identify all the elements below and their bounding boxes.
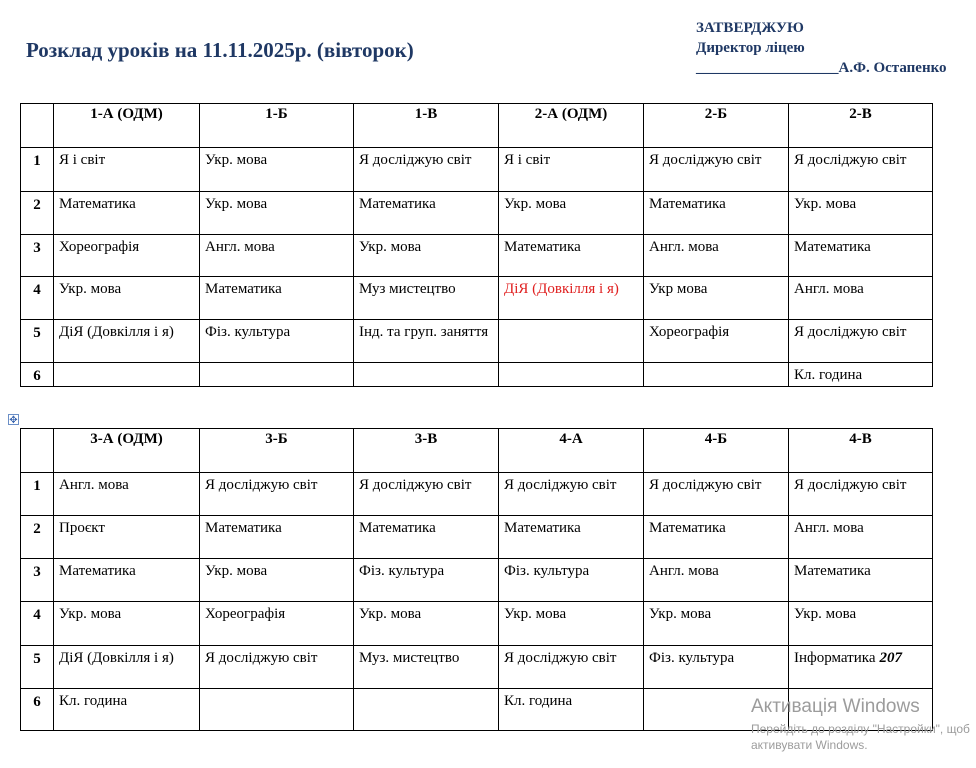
lesson-cell[interactable]: [54, 559, 200, 602]
lesson-subject: Я і світ: [504, 152, 551, 168]
lesson-number: 2: [21, 516, 54, 559]
lesson-cell[interactable]: [54, 148, 200, 192]
lesson-number: 3: [21, 559, 54, 602]
lesson-cell[interactable]: [54, 235, 200, 277]
lesson-subject: Математика: [205, 520, 282, 536]
lesson-cell[interactable]: [354, 235, 499, 277]
header-class: 2-А (ОДМ): [499, 104, 644, 148]
header-class: 1-Б: [200, 104, 354, 148]
lesson-cell[interactable]: [200, 320, 354, 363]
lesson-subject: Англ. мова: [205, 239, 275, 255]
lesson-subject: Математика: [649, 520, 726, 536]
lesson-subject: Я досліджую світ: [504, 477, 617, 493]
lesson-cell[interactable]: [789, 363, 933, 387]
lesson-subject: Хореографія: [59, 239, 140, 255]
watermark-text: активувати Windows.: [751, 738, 868, 752]
lesson-subject: Укр. мова: [359, 606, 422, 622]
lesson-cell[interactable]: [499, 320, 644, 363]
lesson-cell[interactable]: [644, 277, 789, 320]
lesson-subject: Укр. мова: [649, 606, 712, 622]
lesson-subject: Я досліджую світ: [794, 152, 907, 168]
lesson-cell[interactable]: [644, 559, 789, 602]
lesson-cell[interactable]: [354, 516, 499, 559]
header-class: 4-В: [789, 429, 933, 473]
lesson-cell[interactable]: [644, 363, 789, 387]
table-row: [21, 646, 933, 689]
approval-heading: ЗАТВЕРДЖУЮ: [696, 20, 804, 36]
lesson-subject: Я досліджую світ: [794, 324, 907, 340]
lesson-subject: Математика: [359, 196, 436, 212]
lesson-cell[interactable]: [54, 473, 200, 516]
lesson-cell[interactable]: [354, 320, 499, 363]
lesson-cell[interactable]: [499, 516, 644, 559]
lesson-subject: Укр. мова: [59, 281, 122, 297]
lesson-cell[interactable]: [499, 473, 644, 516]
room-number: 207: [879, 650, 902, 666]
lesson-cell[interactable]: [354, 473, 499, 516]
lesson-cell[interactable]: [200, 192, 354, 235]
table-row: [21, 277, 933, 320]
table-row: [21, 602, 933, 646]
lesson-cell[interactable]: [499, 235, 644, 277]
header-class: 3-В: [354, 429, 499, 473]
lesson-subject: ДіЯ (Довкілля і я): [59, 324, 174, 340]
lesson-subject: Укр. мова: [205, 563, 268, 579]
lesson-subject: Англ. мова: [59, 477, 129, 493]
schedule-table-grades-3-4: [20, 428, 933, 731]
lesson-number: 2: [21, 192, 54, 235]
table-row: [21, 320, 933, 363]
table-row: [21, 473, 933, 516]
table-header-row: [21, 104, 933, 148]
lesson-cell[interactable]: [644, 320, 789, 363]
lesson-number: 6: [21, 689, 54, 731]
lesson-subject: ДіЯ (Довкілля і я): [59, 650, 174, 666]
lesson-subject: Фіз. культура: [205, 324, 291, 340]
lesson-cell[interactable]: [54, 320, 200, 363]
lesson-subject: Я досліджую світ: [504, 650, 617, 666]
lesson-subject: Фіз. культура: [359, 563, 445, 579]
lesson-subject: Укр. мова: [794, 606, 857, 622]
lesson-cell[interactable]: [54, 689, 200, 731]
table-row: [21, 192, 933, 235]
lesson-cell[interactable]: [644, 235, 789, 277]
lesson-subject: Математика: [59, 196, 136, 212]
lesson-subject: Укр. мова: [504, 196, 567, 212]
lesson-subject: Я і світ: [59, 152, 106, 168]
lesson-subject: ДіЯ (Довкілля і я): [504, 281, 619, 297]
lesson-cell[interactable]: [499, 148, 644, 192]
approval-block: [696, 18, 947, 78]
lesson-cell[interactable]: [789, 646, 933, 689]
lesson-subject: Англ. мова: [649, 563, 719, 579]
lesson-cell[interactable]: [789, 559, 933, 602]
lesson-cell[interactable]: [200, 689, 354, 731]
header-class: 4-Б: [644, 429, 789, 473]
lesson-subject: Кл. година: [59, 693, 128, 709]
lesson-number: 3: [21, 235, 54, 277]
lesson-cell[interactable]: [200, 559, 354, 602]
lesson-cell[interactable]: [354, 559, 499, 602]
approval-signature: ___________________А.Ф. Остапенко: [696, 60, 947, 76]
lesson-cell[interactable]: [354, 192, 499, 235]
lesson-subject: Фіз. культура: [504, 563, 590, 579]
header-class: 3-Б: [200, 429, 354, 473]
lesson-subject: Я досліджую світ: [649, 152, 762, 168]
table-row: [21, 363, 933, 387]
lesson-number: 4: [21, 602, 54, 646]
lesson-number: 5: [21, 646, 54, 689]
lesson-cell[interactable]: [54, 277, 200, 320]
lesson-subject: Інформатика: [794, 650, 876, 666]
lesson-cell[interactable]: [499, 602, 644, 646]
lesson-number: 1: [21, 148, 54, 192]
lesson-cell[interactable]: [789, 235, 933, 277]
lesson-subject: Математика: [649, 196, 726, 212]
lesson-cell[interactable]: [644, 192, 789, 235]
lesson-subject: Укр. мова: [359, 239, 422, 255]
table-row: [21, 235, 933, 277]
lesson-cell[interactable]: [789, 192, 933, 235]
page-title: Розклад уроків на 11.11.2025р. (вівторок): [26, 38, 414, 62]
lesson-subject: Я досліджую світ: [205, 650, 318, 666]
lesson-subject: Англ. мова: [649, 239, 719, 255]
lesson-subject: Я досліджую світ: [649, 477, 762, 493]
lesson-subject: Хореографія: [649, 324, 730, 340]
lesson-cell[interactable]: [200, 602, 354, 646]
lesson-subject: Укр. мова: [504, 606, 567, 622]
lesson-subject: Укр мова: [649, 281, 708, 297]
header-class: 2-Б: [644, 104, 789, 148]
lesson-subject: Математика: [504, 239, 581, 255]
header-class: 1-В: [354, 104, 499, 148]
lesson-subject: Математика: [59, 563, 136, 579]
lesson-subject: Англ. мова: [794, 520, 864, 536]
lesson-cell[interactable]: [644, 602, 789, 646]
table-row: [21, 148, 933, 192]
lesson-cell[interactable]: [54, 646, 200, 689]
lesson-subject: Муз. мистецтво: [359, 650, 460, 666]
lesson-cell[interactable]: [54, 192, 200, 235]
table-row: [21, 559, 933, 602]
lesson-cell[interactable]: [644, 646, 789, 689]
windows-activation-watermark: [751, 696, 970, 752]
lesson-subject: Я досліджую світ: [359, 477, 472, 493]
lesson-subject: Інд. та груп. заняття: [359, 324, 489, 340]
lesson-cell[interactable]: [499, 363, 644, 387]
lesson-subject: Математика: [504, 520, 581, 536]
lesson-cell[interactable]: [644, 473, 789, 516]
lesson-cell[interactable]: [644, 516, 789, 559]
lesson-cell[interactable]: [499, 689, 644, 731]
lesson-cell[interactable]: [54, 602, 200, 646]
header-class: 2-В: [789, 104, 933, 148]
lesson-cell[interactable]: [200, 516, 354, 559]
lesson-cell[interactable]: [789, 148, 933, 192]
lesson-cell[interactable]: [789, 602, 933, 646]
lesson-cell[interactable]: [499, 559, 644, 602]
lesson-cell[interactable]: [789, 516, 933, 559]
lesson-cell[interactable]: [789, 473, 933, 516]
lesson-subject: Муз мистецтво: [359, 281, 456, 297]
move-handle-icon[interactable]: ✥: [9, 415, 18, 426]
header-class: 3-А (ОДМ): [54, 429, 200, 473]
lesson-cell[interactable]: [200, 646, 354, 689]
lesson-number: 5: [21, 320, 54, 363]
lesson-cell[interactable]: [354, 148, 499, 192]
schedule-table-grades-1-2: [20, 103, 933, 387]
lesson-cell[interactable]: [499, 277, 644, 320]
header-corner: [21, 104, 54, 148]
lesson-cell[interactable]: [354, 646, 499, 689]
lesson-subject: Укр. мова: [205, 196, 268, 212]
header-class: 1-А (ОДМ): [54, 104, 200, 148]
lesson-subject: Я досліджую світ: [205, 477, 318, 493]
lesson-subject: Математика: [359, 520, 436, 536]
header-corner: [21, 429, 54, 473]
lesson-subject: Укр. мова: [205, 152, 268, 168]
lesson-subject: Фіз. культура: [649, 650, 735, 666]
lesson-cell[interactable]: [354, 277, 499, 320]
header-class: 4-А: [499, 429, 644, 473]
lesson-subject: Математика: [794, 239, 871, 255]
lesson-cell[interactable]: [54, 363, 200, 387]
table-header-row: [21, 429, 933, 473]
lesson-cell[interactable]: [200, 235, 354, 277]
lesson-cell[interactable]: [200, 363, 354, 387]
lesson-cell[interactable]: [200, 277, 354, 320]
lesson-number: 6: [21, 363, 54, 387]
lesson-subject: Проєкт: [59, 520, 105, 536]
lesson-cell[interactable]: [789, 277, 933, 320]
lesson-number: 4: [21, 277, 54, 320]
lesson-cell[interactable]: [499, 646, 644, 689]
lesson-subject: Математика: [205, 281, 282, 297]
lesson-cell[interactable]: [354, 689, 499, 731]
approval-position: Директор ліцею: [696, 40, 805, 56]
table-row: [21, 516, 933, 559]
lesson-subject: Кл. година: [504, 693, 573, 709]
lesson-subject: Я досліджую світ: [359, 152, 472, 168]
lesson-cell[interactable]: [644, 148, 789, 192]
lesson-subject: Англ. мова: [794, 281, 864, 297]
lesson-cell[interactable]: [499, 192, 644, 235]
lesson-cell[interactable]: [200, 148, 354, 192]
lesson-subject: Укр. мова: [59, 606, 122, 622]
lesson-cell[interactable]: [354, 602, 499, 646]
lesson-cell[interactable]: [354, 363, 499, 387]
lesson-cell[interactable]: [54, 516, 200, 559]
lesson-subject: Хореографія: [205, 606, 286, 622]
lesson-cell[interactable]: [200, 473, 354, 516]
lesson-subject: Укр. мова: [794, 196, 857, 212]
watermark-title: Активація Windows: [751, 696, 920, 717]
lesson-subject: Кл. година: [794, 367, 863, 383]
lesson-subject: Я досліджую світ: [794, 477, 907, 493]
lesson-number: 1: [21, 473, 54, 516]
lesson-cell[interactable]: [789, 320, 933, 363]
watermark-text: Перейдіть до розділу "Настройки", щоб: [751, 722, 970, 736]
lesson-subject: Математика: [794, 563, 871, 579]
